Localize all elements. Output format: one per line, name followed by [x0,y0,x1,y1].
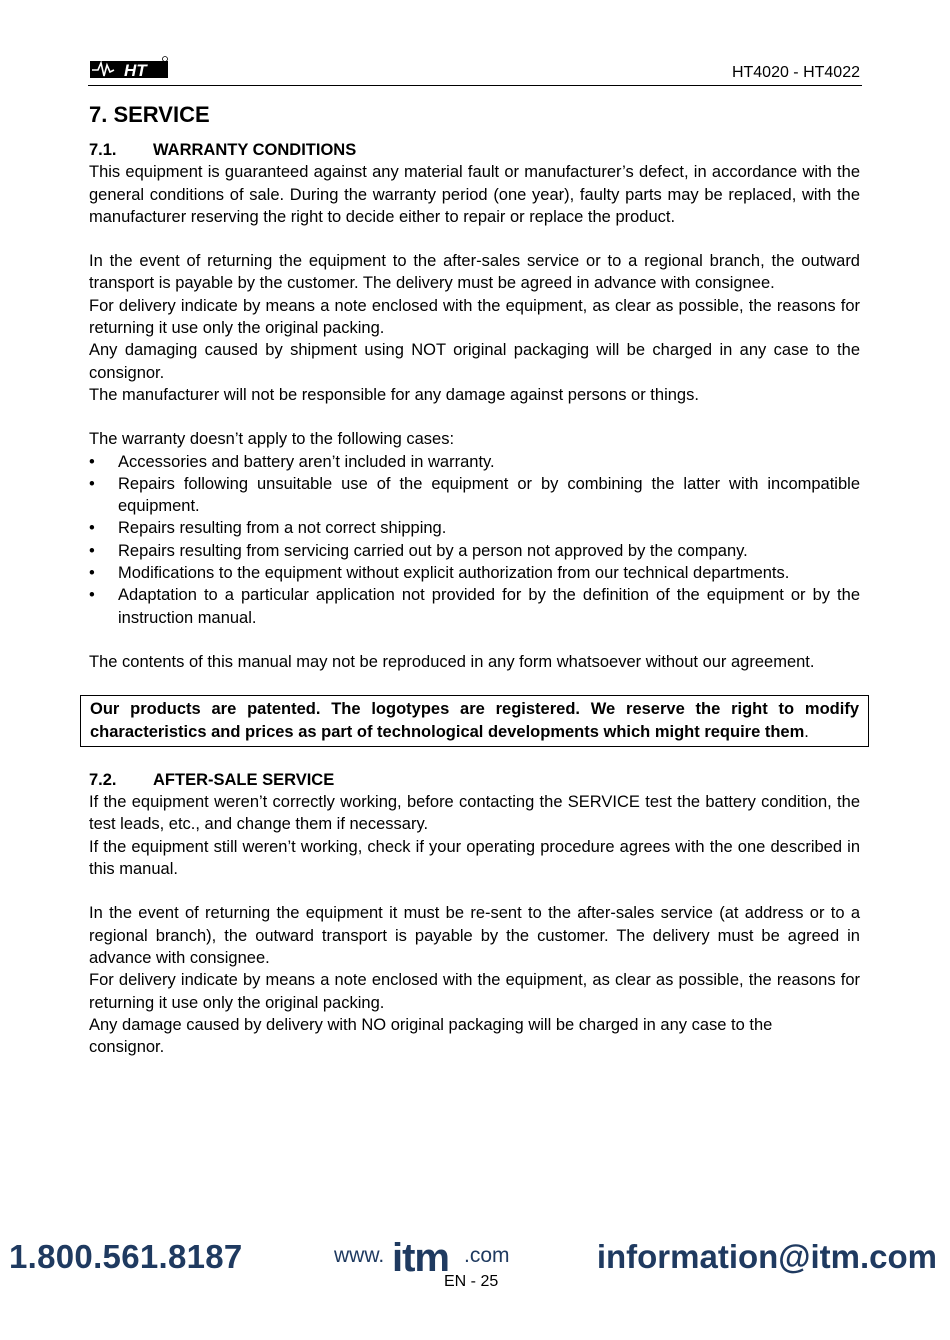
phone-number[interactable]: 1.800.561.8187 [9,1238,243,1275]
web-suffix[interactable]: .com [464,1244,510,1267]
warranty-paragraph: This equipment is guaranteed against any material fault or manufacturer’s defect, in accordance with the general conditions of sale. During the warranty period (one year), faulty parts may be replaced, with the manufacturer reserving the right to decide either to repair or replace the product. [89,163,860,226]
warranty-paragraph: Any damaging caused by shipment using NOT original packaging will be charged in any case to the consignor. [89,341,860,382]
bullet-icon: • [89,519,95,538]
after-sale-title: AFTER-SALE SERVICE [153,770,335,789]
bullet-icon: • [89,541,95,560]
warranty-title: WARRANTY CONDITIONS [153,141,357,159]
list-item: • Repairs resulting from a not correct shipping. [89,517,860,539]
footer-banner [0,1234,950,1294]
after-sale-paragraph: For delivery indicate by means a note enclosed with the equipment, as clear as possible, the reasons for returning it use only the original packing. [89,971,860,1012]
after-sale-number: 7.2. [89,770,117,789]
list-item: • Modifications to the equipment without explicit authorization from our technical departments. [89,562,860,584]
warranty-heading [89,139,860,161]
header-rule [88,85,862,86]
warranty-paragraph: In the event of returning the equipment to the after-sales service or to a regional branch, the outward transport is payable by the customer. The delivery must be agreed in advance with consignee. [89,252,860,293]
warranty-paragraph: The manufacturer will not be responsible for any damage against persons or things. [89,385,699,404]
list-item: • Accessories and battery aren’t included in warranty. [89,451,860,473]
copyright-paragraph: The contents of this manual may not be reproduced in any form whatsoever without our agreement. [89,652,815,671]
exclusions-list [89,451,860,629]
web-prefix[interactable]: www. [334,1244,385,1267]
after-sale-paragraph: Any damage caused by delivery with NO original packaging will be charged in any case to the consignor. [89,1015,773,1057]
after-sale-paragraph: If the equipment weren’t correctly working, before contacting the SERVICE test the battery condition, the test leads, etc., and change them if necessary. [89,793,860,834]
bullet-icon: • [89,474,95,493]
logo-text: HT [124,61,147,80]
notice-tail: . [804,722,809,741]
page-number: EN - 25 [444,1273,499,1290]
service-heading: 7. SERVICE [89,102,210,127]
list-item: • Repairs following unsuitable use of the equipment or by combining the latter with incompatible equipment. [89,474,860,516]
warranty-paragraph: For delivery indicate by means a note enclosed with the equipment, as clear as possible, the reasons for returning it use only the original packing. [89,296,860,338]
after-sale-paragraph: If the equipment still weren’t working, check if your operating procedure agrees with the one described in this manual. [89,837,860,879]
notice-box [80,695,869,747]
itm-logo[interactable]: itm [392,1236,449,1280]
exclusions-intro: The warranty doesn’t apply to the following cases: [89,430,455,449]
ht-logo [90,56,168,80]
after-sale-heading [89,769,860,791]
list-item: • Repairs resulting from servicing carried out by a person not approved by the company. [89,540,860,562]
notice-text: Our products are patented. The logotypes are registered. We reserve the right to modify characteristics and prices as part of technological developments which might require them [90,700,859,741]
after-sale-paragraph: In the event of returning the equipment it must be re-sent to the after-sales service (at address or to a regional branch), the outward transport is payable by the customer. The delivery must be agreed in advance with consignee. [89,904,860,967]
list-item: • Adaptation to a particular application not provided for by the definition of the equipment or by the instruction manual. [89,586,860,627]
bullet-icon: • [89,564,95,583]
warranty-number: 7.1. [89,141,117,159]
document-title: HT4020 - HT4022 [731,64,860,81]
bullet-icon: • [89,586,95,605]
page-content [89,101,860,1058]
email-link[interactable]: information@itm.com [596,1238,937,1275]
bullet-icon: • [89,452,95,471]
